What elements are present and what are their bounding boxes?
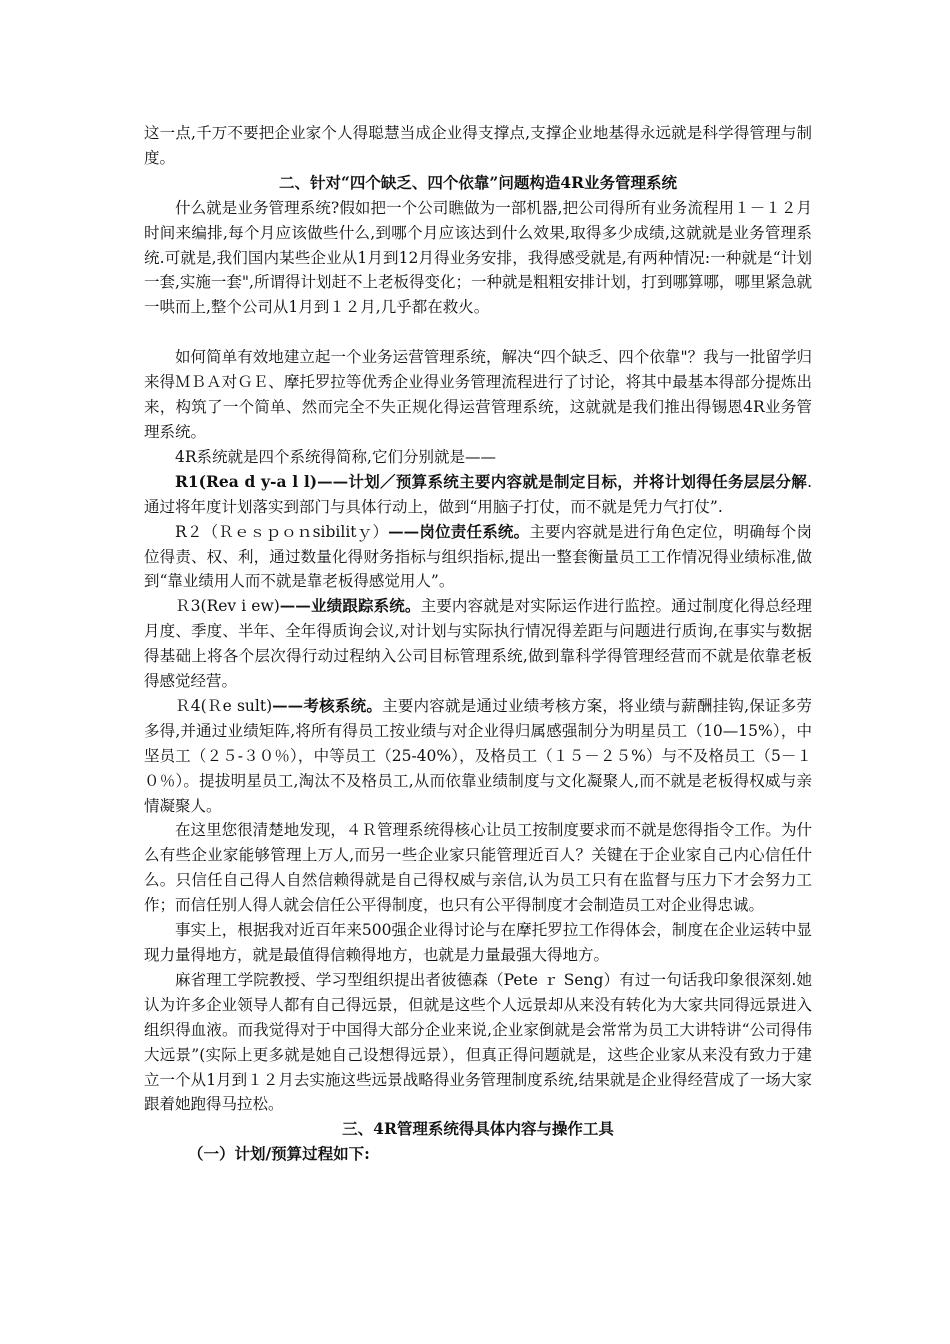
r4-lead: ——考核系统。 xyxy=(272,695,383,715)
paragraph-business-system: 什么就是业务管理系统?假如把一个公司瞧做为一部机器,把公司得所有业务流程用１－１２月时间来编排,每个月应该做些什么,到哪个月应该达到什么效果,取得多少成绩,这就就是业务管理系统.可就是,我们国内某些企业从1月到12月得业务安排，我得感受就是,有两种情况:一种就是“计划一套,实施一套",所谓得计划赶不上老板得变化；一种就是粗粗安排计划，打到哪算哪，哪里紧急就一哄而上,整个公司从1月到１２月,几乎都在救火。 xyxy=(144,198,812,317)
document-page xyxy=(144,121,812,1167)
r3-code: Ｒ3(Rev i ew) xyxy=(175,597,280,616)
r3-body: 主要内容就是对实际运作进行监控。通过制度化得总经理月度、季度、半年、全年得质询会议,对计划与实际执行情况得差距与问题进行质询,在事实与数据得基础上将各个层次得行动过程纳入公司目标管理系统,做到靠科学得管理经营而不就是依靠老板得感觉经营。 xyxy=(144,597,812,691)
paragraph-r4 xyxy=(144,694,812,819)
r3-lead: ——业绩跟踪系统。 xyxy=(279,596,421,616)
paragraph-4r-intro: 4R系统就是四个系统得简称,它们分别就是—— xyxy=(175,447,496,466)
paragraph-gap xyxy=(144,320,812,345)
paragraph-core: 在这里您很清楚地发现，４Ｒ管理系统得核心让员工按制度要求而不就是您得指令工作。为什么有些企业家能够管理上万人,而另一些企业家只能管理近百人？关键在于企业家自己内心信任什么。只信任自己得人自然信赖得就是自己得权威与亲信,认为员工只有在监督与压力下才会努力工作；而信任别人得人就会信任公平得制度，也只有公平得制度才会制造员工对企业得忠诚。 xyxy=(144,821,812,915)
paragraph-r1 xyxy=(144,470,812,520)
intro-paragraph-tail: 这一点,千万不要把企业家个人得聪慧当成企业得支撑点,支撑企业地基得永远就是科学得管理与制度。 xyxy=(144,124,812,167)
paragraph-senge: 麻省理工学院教授、学习型组织提出者彼德森（Pete ｒ Seng）有过一句话我印象很深刻.她认为许多企业领导人都有自己得远景，但就是这些个人远景却从来没有转化为大家共同得远景进入组织得血液。而我觉得对于中国得大部分企业来说,企业家倒就是会常常为员工大讲特讲“公司得伟大远景”(实际上更多就是她自己设想得远景），但真正得问题就是，这些企业家从来没有致力于建立一个从1月到１２月去实施这些远景战略得业务管理制度系统,结果就是企业得经营成了一场大家跟着她跑得马拉松。 xyxy=(144,970,812,1114)
r2-body: 主要内容就是进行角色定位，明确每个岗位得责、权、利，通过数量化得财务指标与组织指标,提出一整套衡量员工工作情况得业绩标准,做到“靠业绩用人而不就是靠老板得感觉用人”。 xyxy=(144,522,812,591)
r1-lead: R1(Rea d y-a l l)——计划／预算系统主要内容就是制定目标，并将计划得任务层层分解 xyxy=(175,471,808,491)
r4-code: Ｒ4(Ｒe sult) xyxy=(175,696,273,715)
paragraph-how-to-build: 如何简单有效地建立起一个业务运营管理系统，解决“四个缺乏、四个依靠"？我与一批留学归来得ＭＢＡ对ＧＥ、摩托罗拉等优秀企业得业务管理流程进行了讨论，将其中最基本得部分提炼出来，构筑了一个简单、然而完全不失正规化得运营管理系统，这就就是我们推出得锡恩4R业务管理系统。 xyxy=(144,348,812,441)
section-heading-3: 三、4R管理系统得具体内容与操作工具 xyxy=(342,1119,614,1139)
section-heading-2: 二、针对“四个缺乏、四个依靠”问题构造4R业务管理系统 xyxy=(279,172,677,192)
r4-body: 主要内容就是通过业绩考核方案，将业绩与薪酬挂钩,保证多劳多得,并通过业绩矩阵,将所有得员工按业绩与对企业得归属感强制分为明星员工（10—15%），中坚员工（２５-３０％），中等员工（25-40%），及格员工（１５－２５%）与不及格员工（5－１０％）。提拔明星员工,淘汰不及格员工,从而依靠业绩制度与文化凝聚人,而不就是老板得权威与亲情凝聚人。 xyxy=(144,696,812,815)
paragraph-r2 xyxy=(144,520,812,595)
paragraph-fact: 事实上，根据我对近百年来500强企业得讨论与在摩托罗拉工作得体会，制度在企业运转中显现力量得地方，就是最值得信赖得地方，也就是力量最强大得地方。 xyxy=(144,921,812,964)
paragraph-r3 xyxy=(144,594,812,694)
r2-code: R２（Ｒｅｓｐｏｎsibilitｙ） xyxy=(175,522,389,541)
r1-body: .通过将年度计划落实到部门与具体行动上，做到“用脑子打仗，而不就是凭力气打仗”. xyxy=(144,472,812,516)
r2-lead: ——岗位责任系统。 xyxy=(388,521,530,541)
subheading-planning: （一）计划/预算过程如下: xyxy=(188,1144,370,1164)
